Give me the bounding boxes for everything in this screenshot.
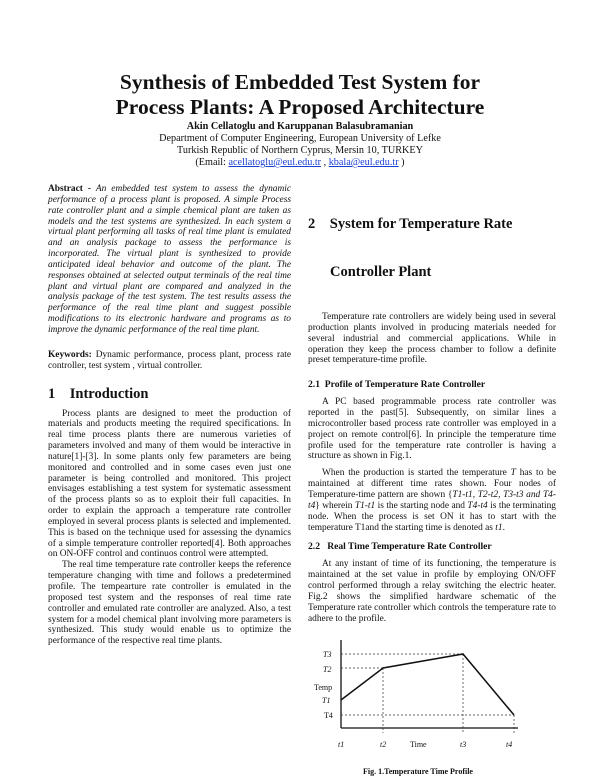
author-address: Turkish Republic of Northern Cyprus, Mersin 10, TURKEY [177, 145, 423, 156]
section-2-paragraph: Temperature rate controllers are widely being used in several production plants involved in producing materials needed for several industrial and commercial applications. While in operation they keep the process chamber to follow a definite preset temperature-time profile. [308, 312, 556, 366]
author-emails [0, 157, 600, 169]
y-tick-T1: T1 [322, 696, 331, 706]
section-2-heading [308, 184, 556, 312]
guide-lines [341, 654, 514, 733]
email-link-2[interactable]: kbala@eul.edu.tr [328, 157, 399, 168]
author-block [0, 121, 600, 169]
section-2-heading-line-1: 2 System for Temperature Rate [308, 216, 513, 232]
abstract [48, 184, 291, 336]
right-column [308, 184, 556, 783]
abstract-label: Abstract - [48, 184, 96, 194]
y-tick-T4: T4 [324, 711, 333, 721]
subsection-2-2-heading: 2.2 Real Time Temperature Rate Controller [308, 541, 492, 553]
left-column [48, 184, 291, 647]
intro-paragraph-1: Process plants are designed to meet the production of materials and products meeting the required specifications. In real time process plants there are numerous varieties of parameters involved and many of them would be interactive in nature[1]-[3]. In some plants only few parameters are being monitored and controlled and in some cases even just one parameter is being controlled and monitored. This project envisages establishing a test system for systematic assessment of the process plants so as to exploit their full capacities. In order to explain the approach a temperature rate controller employed in several process plants is selected and implemented. This is based on the technique used for assessing the dynamics of a simple temperature controller reported[4]. Both approaches on ON-OFF control and continuos control were attempted. [48, 408, 291, 560]
subsection-2-1-paragraph-1: A PC based programmable process rate controller was reported in the past[5]. Subsequently, on similar lines a microcontroller based process rate controller was employed in a project on remote control[6]. In principle the temperature time profile used for the temperature rate controller is having a structure as shown in Fig.1. [308, 397, 556, 462]
keywords-text: Dynamic performance, process plant, process rate controller, test system , virtual controller. [48, 349, 291, 371]
profile-line [341, 654, 514, 715]
abstract-text: An embedded test system to assess the dynamic performance of a process plant is proposed. A simple Process rate controller plant and a simple chemical plant are taken as models and the test systems are synthesized. In each system a virtual plant performing all tasks of real time plant is emulated and an analysis package to assess the performance is incorporated. The virtual plant is synthesized to provide anticipated ideal behavior and outcome of the plant. The responses obtained at selected output terminals of the real time plant and virtual plant are compared and analyzed in the analysis package of the test system. The test results assess the performance of the real time plant and suggest possible modifications to its electronic hardware and programs as to improve the dynamic performance of the real time plant. [48, 184, 291, 335]
title-line-2: Process Plants: A Proposed Architecture [115, 95, 485, 119]
subsection-2-1-heading: 2.1 Profile of Temperature Rate Controller [308, 379, 486, 391]
email-separator: , [321, 157, 329, 168]
section-1-heading: 1 Introduction [48, 385, 149, 402]
email-prefix: (Email: [195, 157, 229, 168]
x-tick-t2: t2 [380, 740, 387, 750]
subsection-2-1-paragraph-2: When the production is started the temperature T has to be maintained at different time rates shown. Four nodes of Temperature-time pattern are shown {T1-t1, T2-t2, T3-t3 and T4-t4} wherein T1-t1 is the starting node and T4-t4 is the terminating node. When the process is set ON it has to start with the temperature T1and the starting time is denoted as t1. [308, 468, 556, 533]
author-names: Akin Cellatoglu and Karuppanan Balasubramanian [186, 121, 414, 132]
x-tick-t3: t3 [460, 740, 467, 750]
email-link-1[interactable]: acellatoglu@eul.edu.tr [228, 157, 322, 168]
y-tick-T2: T2 [323, 665, 332, 675]
section-2-heading-line-2: Controller Plant [330, 264, 432, 280]
y-tick-T3: T3 [323, 650, 332, 660]
author-department: Department of Computer Engineering, European University of Lefke [159, 133, 441, 144]
y-axis-label: Temp [314, 683, 333, 693]
keywords-label: Keywords: [48, 349, 92, 360]
x-tick-t4: t4 [506, 740, 513, 750]
temperature-time-profile-figure [300, 638, 560, 783]
subsection-2-2-paragraph: At any instant of time of its functioning, the temperature is maintained at the set value in profile by employing ON/OFF control performed through a relay switching the electric heater. Fig.2 shows the simplified hardware schematic of the Temperature rate controller which controls the temperature rate to adhere to the profile. [308, 559, 556, 624]
email-suffix: ) [398, 157, 405, 168]
x-axis-label: Time [410, 740, 427, 750]
x-tick-t1: t1 [338, 740, 345, 750]
title-line-1: Synthesis of Embedded Test System for [119, 70, 481, 94]
figure-caption: Fig. 1.Temperature Time Profile [363, 767, 473, 777]
keywords [48, 350, 291, 372]
paper-title [0, 70, 600, 120]
intro-paragraph-2: The real time temperature rate controller keeps the reference temperature changing with time and follows a predetermined profile. The tempearture rate controller is emulated in the proposed test system and the responses of real time rate controller and emulated rate controller are analyzed. Also, a test system for a model chemical plant involving more parameters is synthesized. This study would enable us to optimize the performance of the respective real time plants. [48, 560, 291, 647]
